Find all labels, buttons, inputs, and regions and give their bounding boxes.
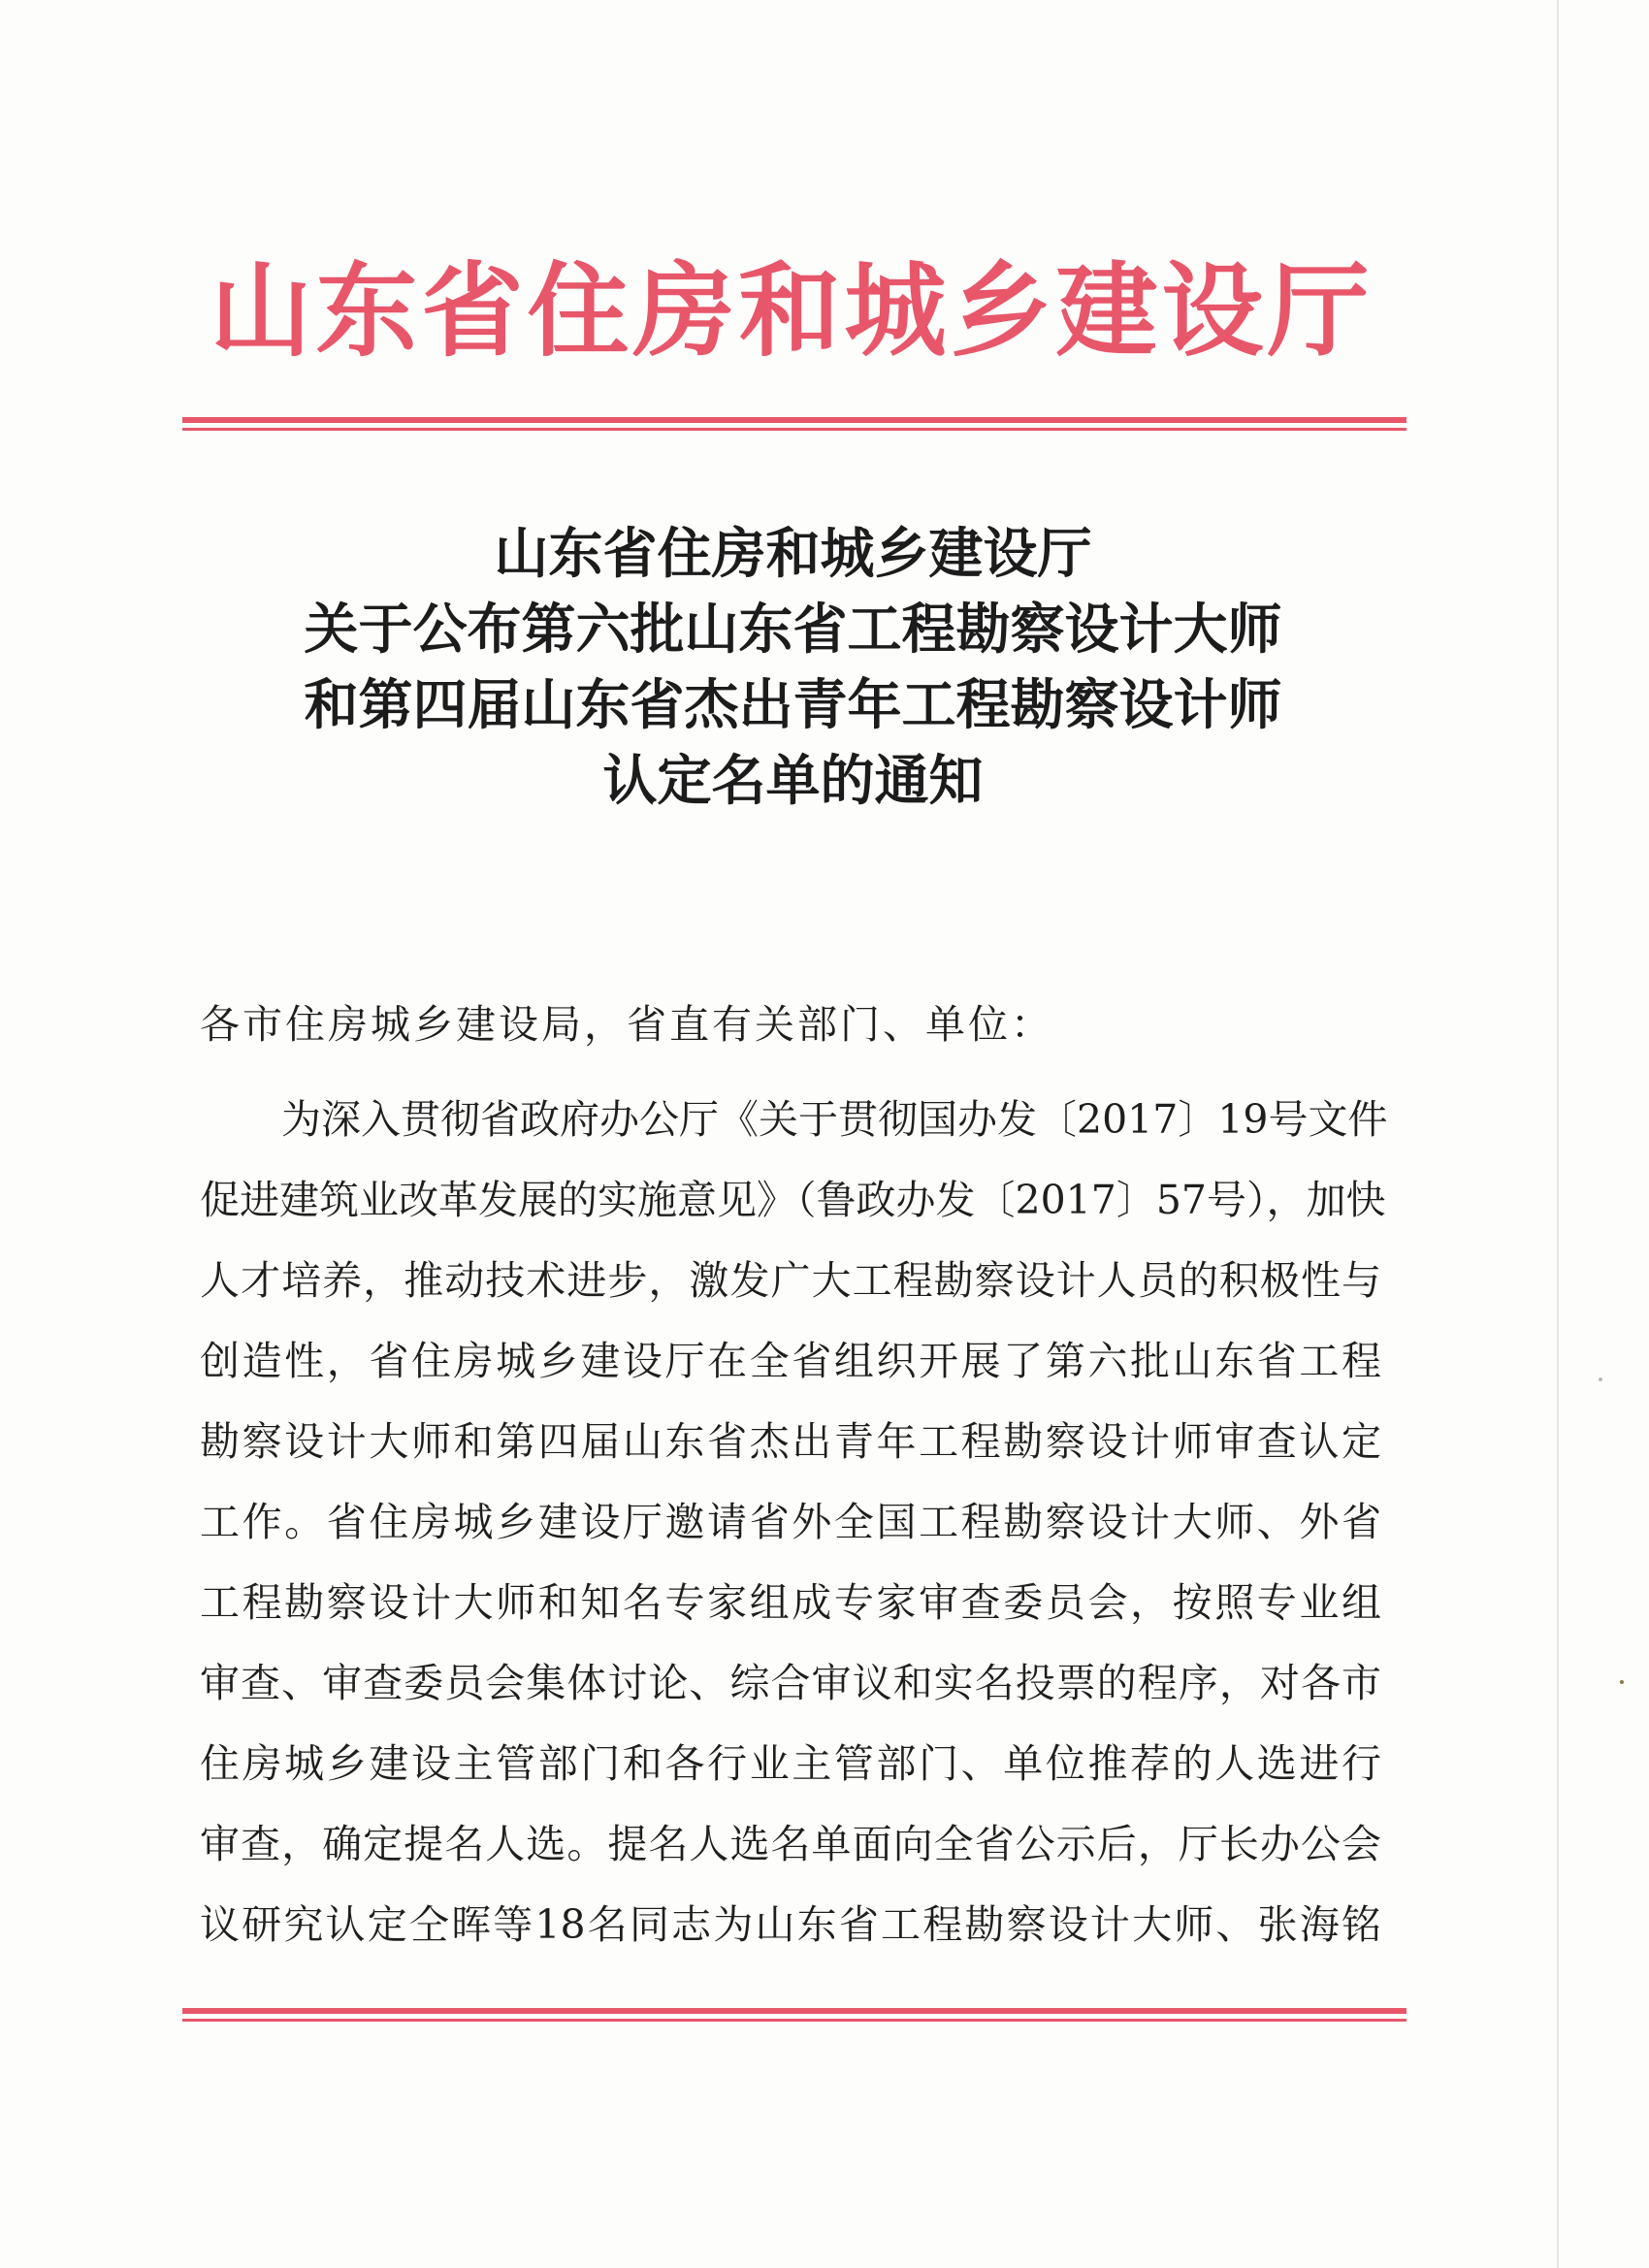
rule-thin-line xyxy=(182,428,1406,431)
letterhead-org-name: 山东省住房和城乡建设厅 xyxy=(210,250,1374,371)
document-body xyxy=(200,994,1388,1975)
title-line: 和第四届山东省杰出青年工程勘察设计师 xyxy=(304,673,1282,737)
paragraph-line: 勘察设计大师和第四届山东省杰出青年工程勘察设计师审查认定 xyxy=(200,1418,1381,1465)
rule-thick-line xyxy=(182,2008,1406,2014)
paragraph-line: 创造性，省住房城乡建设厅在全省组织开展了第六批山东省工程 xyxy=(200,1338,1381,1384)
paragraph-line: 议研究认定仝晖等18名同志为山东省工程勘察设计大师、张海铭 xyxy=(200,1901,1381,1948)
title-line: 山东省住房和城乡建设厅 xyxy=(494,522,1092,586)
scan-speck xyxy=(1620,1680,1624,1684)
paragraph-line: 住房城乡建设主管部门和各行业主管部门、单位推荐的人选进行 xyxy=(200,1740,1381,1787)
rule-thin-line xyxy=(182,2019,1406,2022)
letterhead-bottom-rule xyxy=(182,2008,1406,2022)
rule-thick-line xyxy=(182,417,1406,423)
body-paragraph xyxy=(200,1089,1388,1975)
paragraph-line: 促进建筑业改革发展的实施意见》（鲁政办发〔2017〕57号），加快 xyxy=(200,1177,1386,1223)
salutation: 各市住房城乡建设局，省直有关部门、单位： xyxy=(200,1001,1053,1048)
document-title xyxy=(242,522,1343,825)
letterhead-top-rule xyxy=(182,417,1406,431)
page-fold-line xyxy=(1557,0,1559,2268)
title-line: 认定名单的通知 xyxy=(602,749,984,813)
paragraph-line: 人才培养，推动技术进步，激发广大工程勘察设计人员的积极性与 xyxy=(200,1257,1381,1304)
paragraph-line: 为深入贯彻省政府办公厅《关于贯彻国办发〔2017〕19号文件 xyxy=(281,1096,1388,1143)
title-line: 关于公布第六批山东省工程勘察设计大师 xyxy=(304,598,1282,662)
paragraph-line: 审查、审查委员会集体讨论、综合审议和实名投票的程序，对各市 xyxy=(200,1660,1381,1706)
paragraph-line: 审查，确定提名人选。提名人选名单面向全省公示后，厅长办公会 xyxy=(200,1821,1381,1867)
scan-speck xyxy=(1599,1377,1602,1381)
paragraph-line: 工程勘察设计大师和知名专家组成专家审查委员会，按照专业组 xyxy=(200,1579,1381,1626)
paragraph-line: 工作。省住房城乡建设厅邀请省外全国工程勘察设计大师、外省 xyxy=(200,1499,1381,1545)
